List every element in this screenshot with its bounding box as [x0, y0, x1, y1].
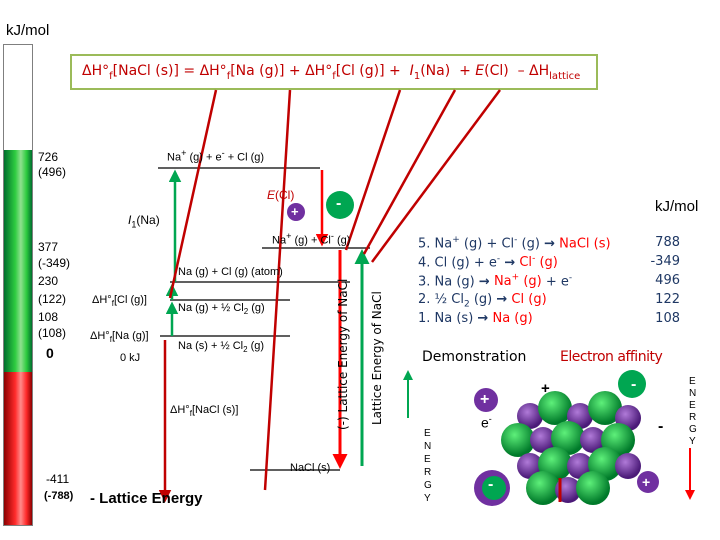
label-neg-lattice-vertical: (-) Lattice Energy of NaCl	[336, 278, 350, 430]
level-496: (496)	[38, 165, 67, 179]
label-dhf-na: $\Delta H^\circ_f[Na$ (g)]	[90, 330, 149, 345]
level-377: 377	[38, 240, 59, 254]
demo-plus-na: +	[480, 391, 490, 408]
label-lattice-energy: - Lattice Energy	[90, 490, 203, 507]
label-atoms-level: Na (g) + Cl (g) (atom)	[178, 266, 283, 278]
level-108-b: (108)	[38, 326, 67, 340]
reaction-row-5: 5. Na+ (g) + Cl- (g) → NaCl (s)	[418, 235, 611, 252]
reaction-value-5: 788	[655, 235, 680, 250]
level-230: 230	[38, 274, 59, 288]
demonstration-button[interactable]: Demonstration	[422, 349, 527, 365]
chlorine-atom	[482, 476, 506, 500]
demo-plus-label: +	[541, 380, 550, 397]
demo-electron: e-	[481, 414, 492, 431]
level-726: 726	[38, 150, 59, 164]
level-122: (122)	[38, 292, 67, 306]
label-top-level: Na+ (g) + e- + Cl (g)	[167, 148, 265, 164]
reaction-row-4: 4. Cl (g) + e- → Cl- (g)	[418, 254, 558, 271]
reaction-value-1: 108	[655, 311, 680, 326]
label-lattice-vertical: Lattice Energy of NaCl	[370, 291, 384, 425]
electron-affinity-button[interactable]: Electron affinity	[560, 349, 663, 365]
reaction-value-4: -349	[650, 254, 680, 269]
plus-sign: +	[291, 204, 299, 219]
label-half-cl2-level: Na (g) + ½ $Cl_2$ (g)	[178, 302, 265, 317]
demo-plus-bottom: +	[642, 474, 651, 490]
level-minus-349: (-349)	[38, 256, 71, 270]
hess-equation: $\Delta H^\circ_f[NaCl$ $(s)] = \Delta H^\circ_f[Na$ $(g)] + \Delta H^\circ_f[Cl$ $(g)] + I_1(Na) + E(Cl) - \Delta H_{lattice}$	[82, 63, 581, 82]
level-minus-411: -411	[46, 472, 70, 486]
label-dhf-cl: $\Delta H^\circ_f[Cl$ (g)]	[92, 294, 147, 309]
reaction-row-3: 3. Na (g) → Na+ (g) + e-	[418, 273, 573, 290]
demo-minus-atom: -	[488, 476, 494, 493]
reaction-row-1: 1. Na (s) → Na (g)	[418, 311, 533, 326]
label-i1: $I_1(Na)$	[128, 213, 160, 230]
level-108: 108	[38, 310, 59, 324]
minus-sign: -	[336, 195, 342, 212]
label-elements-level: Na (s) + ½ $Cl_2$ (g)	[178, 340, 265, 355]
demo-animation	[400, 368, 720, 540]
unit-label-right: kJ/mol	[655, 198, 699, 215]
unit-label-left: kJ/mol	[6, 22, 50, 39]
link-dhf-nacl	[265, 90, 290, 490]
label-ecl: E(Cl)	[267, 188, 295, 202]
label-ions-level: Na+ (g) + Cl- (g)	[272, 231, 351, 247]
ion-lattice-cluster	[501, 391, 641, 505]
level-minus-788: (-788)	[44, 490, 74, 502]
demo-minus-label: -	[658, 418, 664, 435]
label-dhf-nacl: $\Delta H^\circ_f[NaCl$ (s)]	[170, 404, 239, 419]
reaction-row-2: 2. ½ $Cl_2$ (g) → Cl (g)	[418, 292, 547, 310]
reaction-value-2: 122	[655, 292, 680, 307]
label-zero-kj: 0 kJ	[120, 352, 141, 364]
demo-minus-cl: -	[631, 376, 637, 393]
reaction-value-3: 496	[655, 273, 680, 288]
level-zero: 0	[46, 345, 54, 361]
label-product-level: NaCl (s)	[290, 462, 331, 474]
